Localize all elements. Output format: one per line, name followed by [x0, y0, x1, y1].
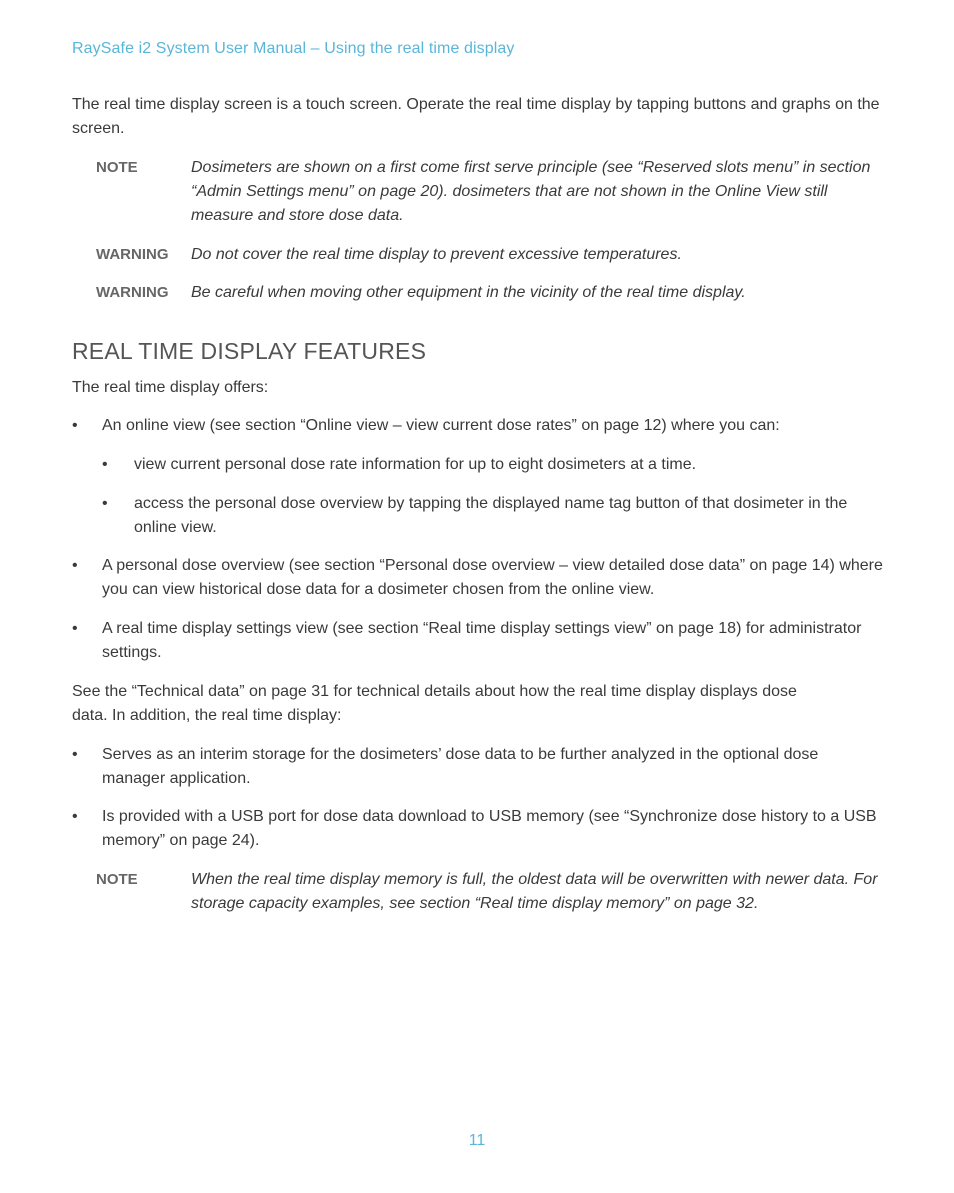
list-item	[72, 805, 884, 853]
list-item-text: view current personal dose rate information for up to eight dosimeters at a time.	[134, 456, 697, 473]
note-label: NOTE	[96, 159, 138, 176]
list-item-text: An online view (see section “Online view – view current dose rates” on page 12) where you can:	[102, 417, 780, 434]
warning-label: WARNING	[96, 246, 169, 263]
bullet-icon: •	[72, 808, 78, 825]
list-item-text: A personal dose overview (see section “Personal dose overview – view detailed dose data” on page 14) where you can view historical dose data for a dosimeter chosen from the online view.	[102, 557, 883, 598]
section-lead: The real time display offers:	[72, 379, 269, 396]
bullet-icon: •	[102, 495, 108, 512]
warning-callout	[96, 243, 886, 267]
warning-callout	[96, 281, 886, 305]
note-callout	[96, 156, 886, 228]
bullet-icon: •	[72, 620, 78, 637]
bullet-icon: •	[102, 456, 108, 473]
note-label: NOTE	[96, 871, 138, 888]
list-item	[72, 617, 884, 665]
note-text: Dosimeters are shown on a first come first serve principle (see “Reserved slots menu” in section “Admin Settings menu” on page 20). dosimeters that are not shown in the Online View still measure and store dose data.	[191, 159, 871, 224]
list-item	[72, 743, 884, 791]
sub-list-item	[102, 453, 884, 477]
bullet-icon: •	[72, 557, 78, 574]
page-number: 11	[468, 1132, 486, 1149]
note-text: When the real time display memory is full, the oldest data will be overwritten with newer data. For storage capacity examples, see section “Real time display memory” on page 32.	[191, 871, 878, 912]
list-item-text: access the personal dose overview by tapping the displayed name tag button of that dosimeter in the online view.	[134, 495, 848, 536]
sub-list-item	[102, 492, 884, 540]
technical-paragraph: See the “Technical data” on page 31 for technical details about how the real time display displays dose data. In addition, the real time display:	[72, 683, 797, 724]
note-callout	[96, 868, 886, 916]
intro-paragraph: The real time display screen is a touch screen. Operate the real time display by tapping buttons and graphs on the screen.	[72, 96, 880, 137]
list-item	[72, 414, 884, 438]
section-heading: REAL TIME DISPLAY FEATURES	[72, 338, 427, 364]
bullet-icon: •	[72, 746, 78, 763]
warning-text: Be careful when moving other equipment in the vicinity of the real time display.	[191, 284, 746, 301]
bullet-icon: •	[72, 417, 78, 434]
warning-label: WARNING	[96, 284, 169, 301]
list-item	[72, 554, 884, 602]
warning-text: Do not cover the real time display to prevent excessive temperatures.	[191, 246, 682, 263]
list-item-text: Is provided with a USB port for dose data download to USB memory (see “Synchronize dose history to a USB memory” on page 24).	[102, 808, 877, 849]
running-header: RaySafe i2 System User Manual – Using the real time display	[72, 40, 515, 57]
list-item-text: A real time display settings view (see section “Real time display settings view” on page 18) for administrator settings.	[102, 620, 862, 661]
list-item-text: Serves as an interim storage for the dosimeters’ dose data to be further analyzed in the optional dose manager application.	[102, 746, 819, 787]
